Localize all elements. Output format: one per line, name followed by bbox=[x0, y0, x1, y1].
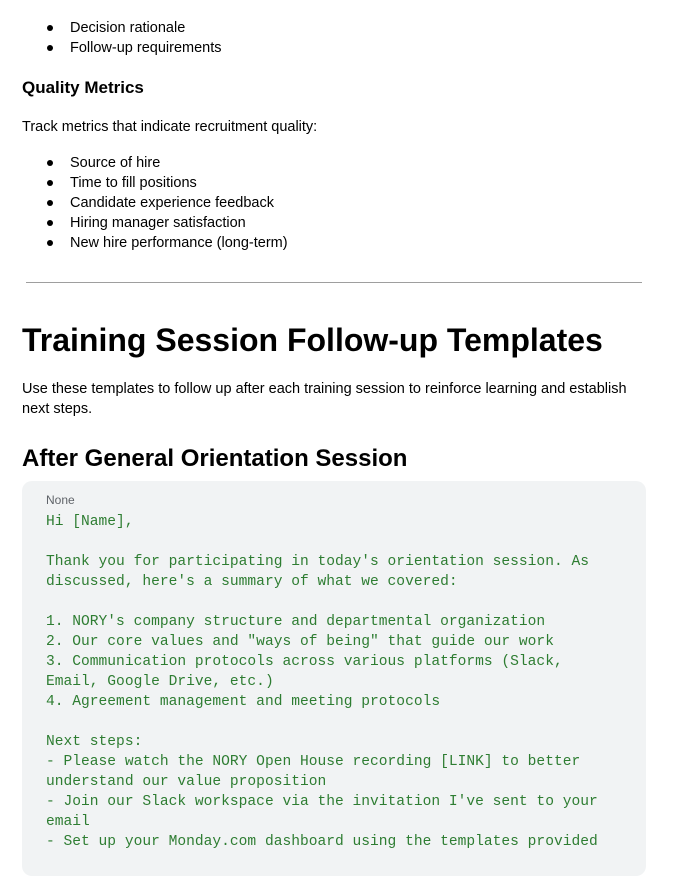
code-line: discussed, here's a summary of what we covered: bbox=[46, 574, 458, 590]
list-item bbox=[22, 38, 222, 58]
bullet-icon bbox=[47, 180, 53, 186]
code-line: Next steps: bbox=[46, 734, 143, 750]
code-content bbox=[46, 512, 598, 852]
code-line: 1. NORY's company structure and departmental organization bbox=[46, 614, 546, 630]
list-item bbox=[22, 213, 288, 233]
quality-metrics-intro: Track metrics that indicate recruitment quality: bbox=[22, 119, 318, 135]
code-line: 2. Our core values and "ways of being" that guide our work bbox=[46, 634, 554, 650]
code-line: - Please watch the NORY Open House recording [LINK] to better bbox=[46, 754, 581, 770]
code-line: understand our value proposition bbox=[46, 774, 327, 790]
quality-metrics-list bbox=[22, 153, 288, 253]
bullet-icon bbox=[47, 45, 53, 51]
code-line: Hi [Name], bbox=[46, 514, 134, 530]
list-item-text: Candidate experience feedback bbox=[70, 195, 274, 211]
list-item bbox=[22, 193, 288, 213]
list-item bbox=[22, 153, 288, 173]
bullet-icon bbox=[47, 220, 53, 226]
list-item-text: Decision rationale bbox=[70, 20, 186, 36]
code-line: Email, Google Drive, etc.) bbox=[46, 674, 274, 690]
code-line: - Set up your Monday.com dashboard using the templates provided bbox=[46, 834, 598, 850]
bullet-icon bbox=[47, 200, 53, 206]
list-item bbox=[22, 18, 222, 38]
quality-metrics-heading: Quality Metrics bbox=[22, 78, 144, 97]
code-line: Thank you for participating in today's orientation session. As bbox=[46, 554, 589, 570]
code-language-label: None bbox=[46, 493, 75, 507]
training-templates-intro: Use these templates to follow up after each training session to reinforce learning and establish next steps. bbox=[22, 381, 627, 417]
list-item-text: Follow-up requirements bbox=[70, 40, 222, 56]
orientation-email-code-block bbox=[22, 481, 646, 876]
bullet-icon bbox=[47, 160, 53, 166]
orientation-session-heading: After General Orientation Session bbox=[22, 445, 408, 472]
bullet-icon bbox=[47, 25, 53, 31]
horizontal-divider bbox=[26, 282, 642, 283]
top-bullet-list bbox=[22, 18, 222, 58]
bullet-icon bbox=[47, 240, 53, 246]
code-line: email bbox=[46, 814, 90, 830]
list-item bbox=[22, 173, 288, 193]
code-line: - Join our Slack workspace via the invitation I've sent to your bbox=[46, 794, 598, 810]
code-line: 4. Agreement management and meeting protocols bbox=[46, 694, 441, 710]
list-item-text: New hire performance (long-term) bbox=[70, 235, 288, 251]
code-line: 3. Communication protocols across various platforms (Slack, bbox=[46, 654, 563, 670]
list-item-text: Hiring manager satisfaction bbox=[70, 215, 246, 231]
training-templates-heading: Training Session Follow-up Templates bbox=[22, 322, 603, 358]
list-item-text: Source of hire bbox=[70, 155, 161, 171]
list-item-text: Time to fill positions bbox=[70, 175, 197, 191]
list-item bbox=[22, 233, 288, 253]
